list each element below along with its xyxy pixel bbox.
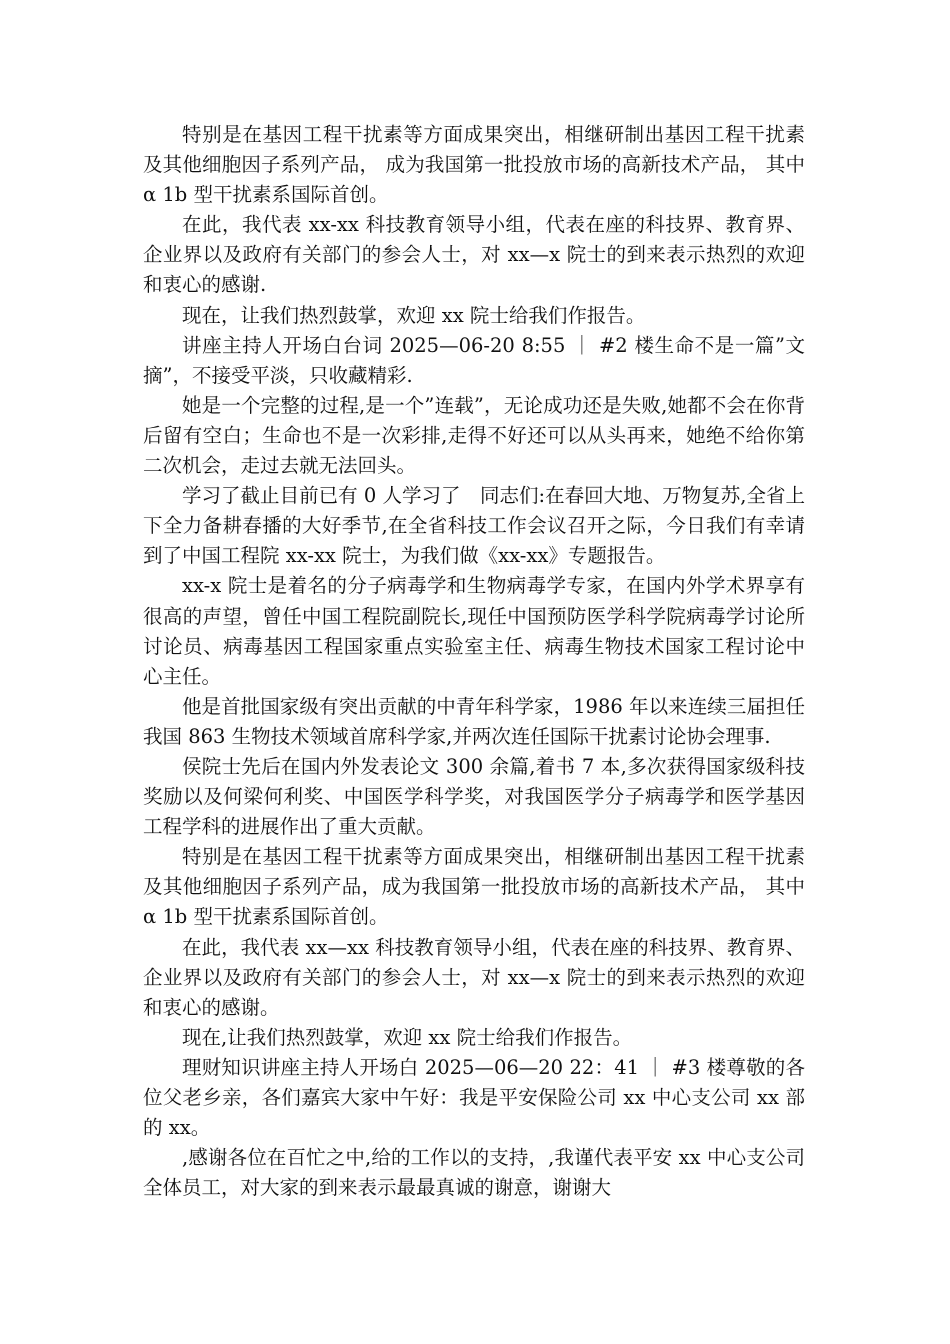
paragraph: 特别是在基因工程干扰素等方面成果突出，相继研制出基因工程干扰素及其他细胞因子系列产品， 成为我国第一批投放市场的高新技术产品， 其中 α 1b 型干扰素系国际首创。 <box>143 123 805 207</box>
paragraph: 现在，让我们热烈鼓掌，欢迎 xx 院士给我们作报告。 <box>182 303 646 327</box>
paragraph: 理财知识讲座主持人开场白 2025—06—20 22：41 ｜ #3 楼尊敬的各位父老乡亲，各们嘉宾大家中午好：我是平安保险公司 xx 中心支公司 xx 部的 xx。 <box>143 1055 805 1140</box>
paragraph: ,感谢各位在百忙之中,给的工作以的支持，,我谨代表平安 xx 中心支公司全体员工，对大家的到来表示最最真诚的谢意，谢谢大 <box>143 1146 805 1200</box>
document-body <box>143 120 805 1203</box>
paragraph: 他是首批国家级有突出贡献的中青年科学家，1986 年以来连续三届担任我国 863 生物技术领域首席科学家,并两次连任国际干扰素讨论协会理事. <box>143 694 805 748</box>
paragraph: 她是一个完整的过程,是一个”连载”，无论成功还是失败,她都不会在你背后留有空白；生命也不是一次彩排,走得不好还可以从头再来，她绝不给你第二次机会，走过去就无法回头。 <box>143 393 805 478</box>
paragraph: xx-x 院士是着名的分子病毒学和生物病毒学专家，在国内外学术界享有很高的声望，曾任中国工程院副院长,现任中国预防医学科学院病毒学讨论所讨论员、病毒基因工程国家重点实验室主任、病毒生物技术国家工程讨论中心主任。 <box>143 574 805 688</box>
paragraph: 在此，我代表 xx-xx 科技教育领导小组，代表在座的科技界、教育界、企业界以及政府有关部门的参会人士，对 xx—x 院士的到来表示热烈的欢迎和衷心的感谢. <box>143 213 805 297</box>
paragraph: 讲座主持人开场白台词 2025—06-20 8:55 ｜ #2 楼生命不是一篇”文摘”，不接受平淡，只收藏精彩. <box>143 333 805 387</box>
paragraph: 特别是在基因工程干扰素等方面成果突出，相继研制出基因工程干扰素及其他细胞因子系列产品，成为我国第一批投放市场的高新技术产品， 其中 α 1b 型干扰素系国际首创。 <box>143 845 805 929</box>
paragraph: 现在,让我们热烈鼓掌，欢迎 xx 院士给我们作报告。 <box>182 1025 633 1049</box>
paragraph: 在此，我代表 xx—xx 科技教育领导小组，代表在座的科技界、教育界、企业界以及政府有关部门的参会人士，对 xx—x 院士的到来表示热烈的欢迎和衷心的感谢。 <box>143 935 805 1019</box>
paragraph: 侯院士先后在国内外发表论文 300 余篇,着书 7 本,多次获得国家级科技奖励以及何梁何利奖、中国医学科学奖，对我国医学分子病毒学和医学基因工程学科的进展作出了重大贡献。 <box>143 754 805 839</box>
paragraph: 学习了截止目前已有 0 人学习了 同志们:在春回大地、万物复苏,全省上下全力备耕春播的大好季节,在全省科技工作会议召开之际，今日我们有幸请到了中国工程院 xx-xx 院士，为我们做《xx-xx》专题报告。 <box>143 484 805 568</box>
